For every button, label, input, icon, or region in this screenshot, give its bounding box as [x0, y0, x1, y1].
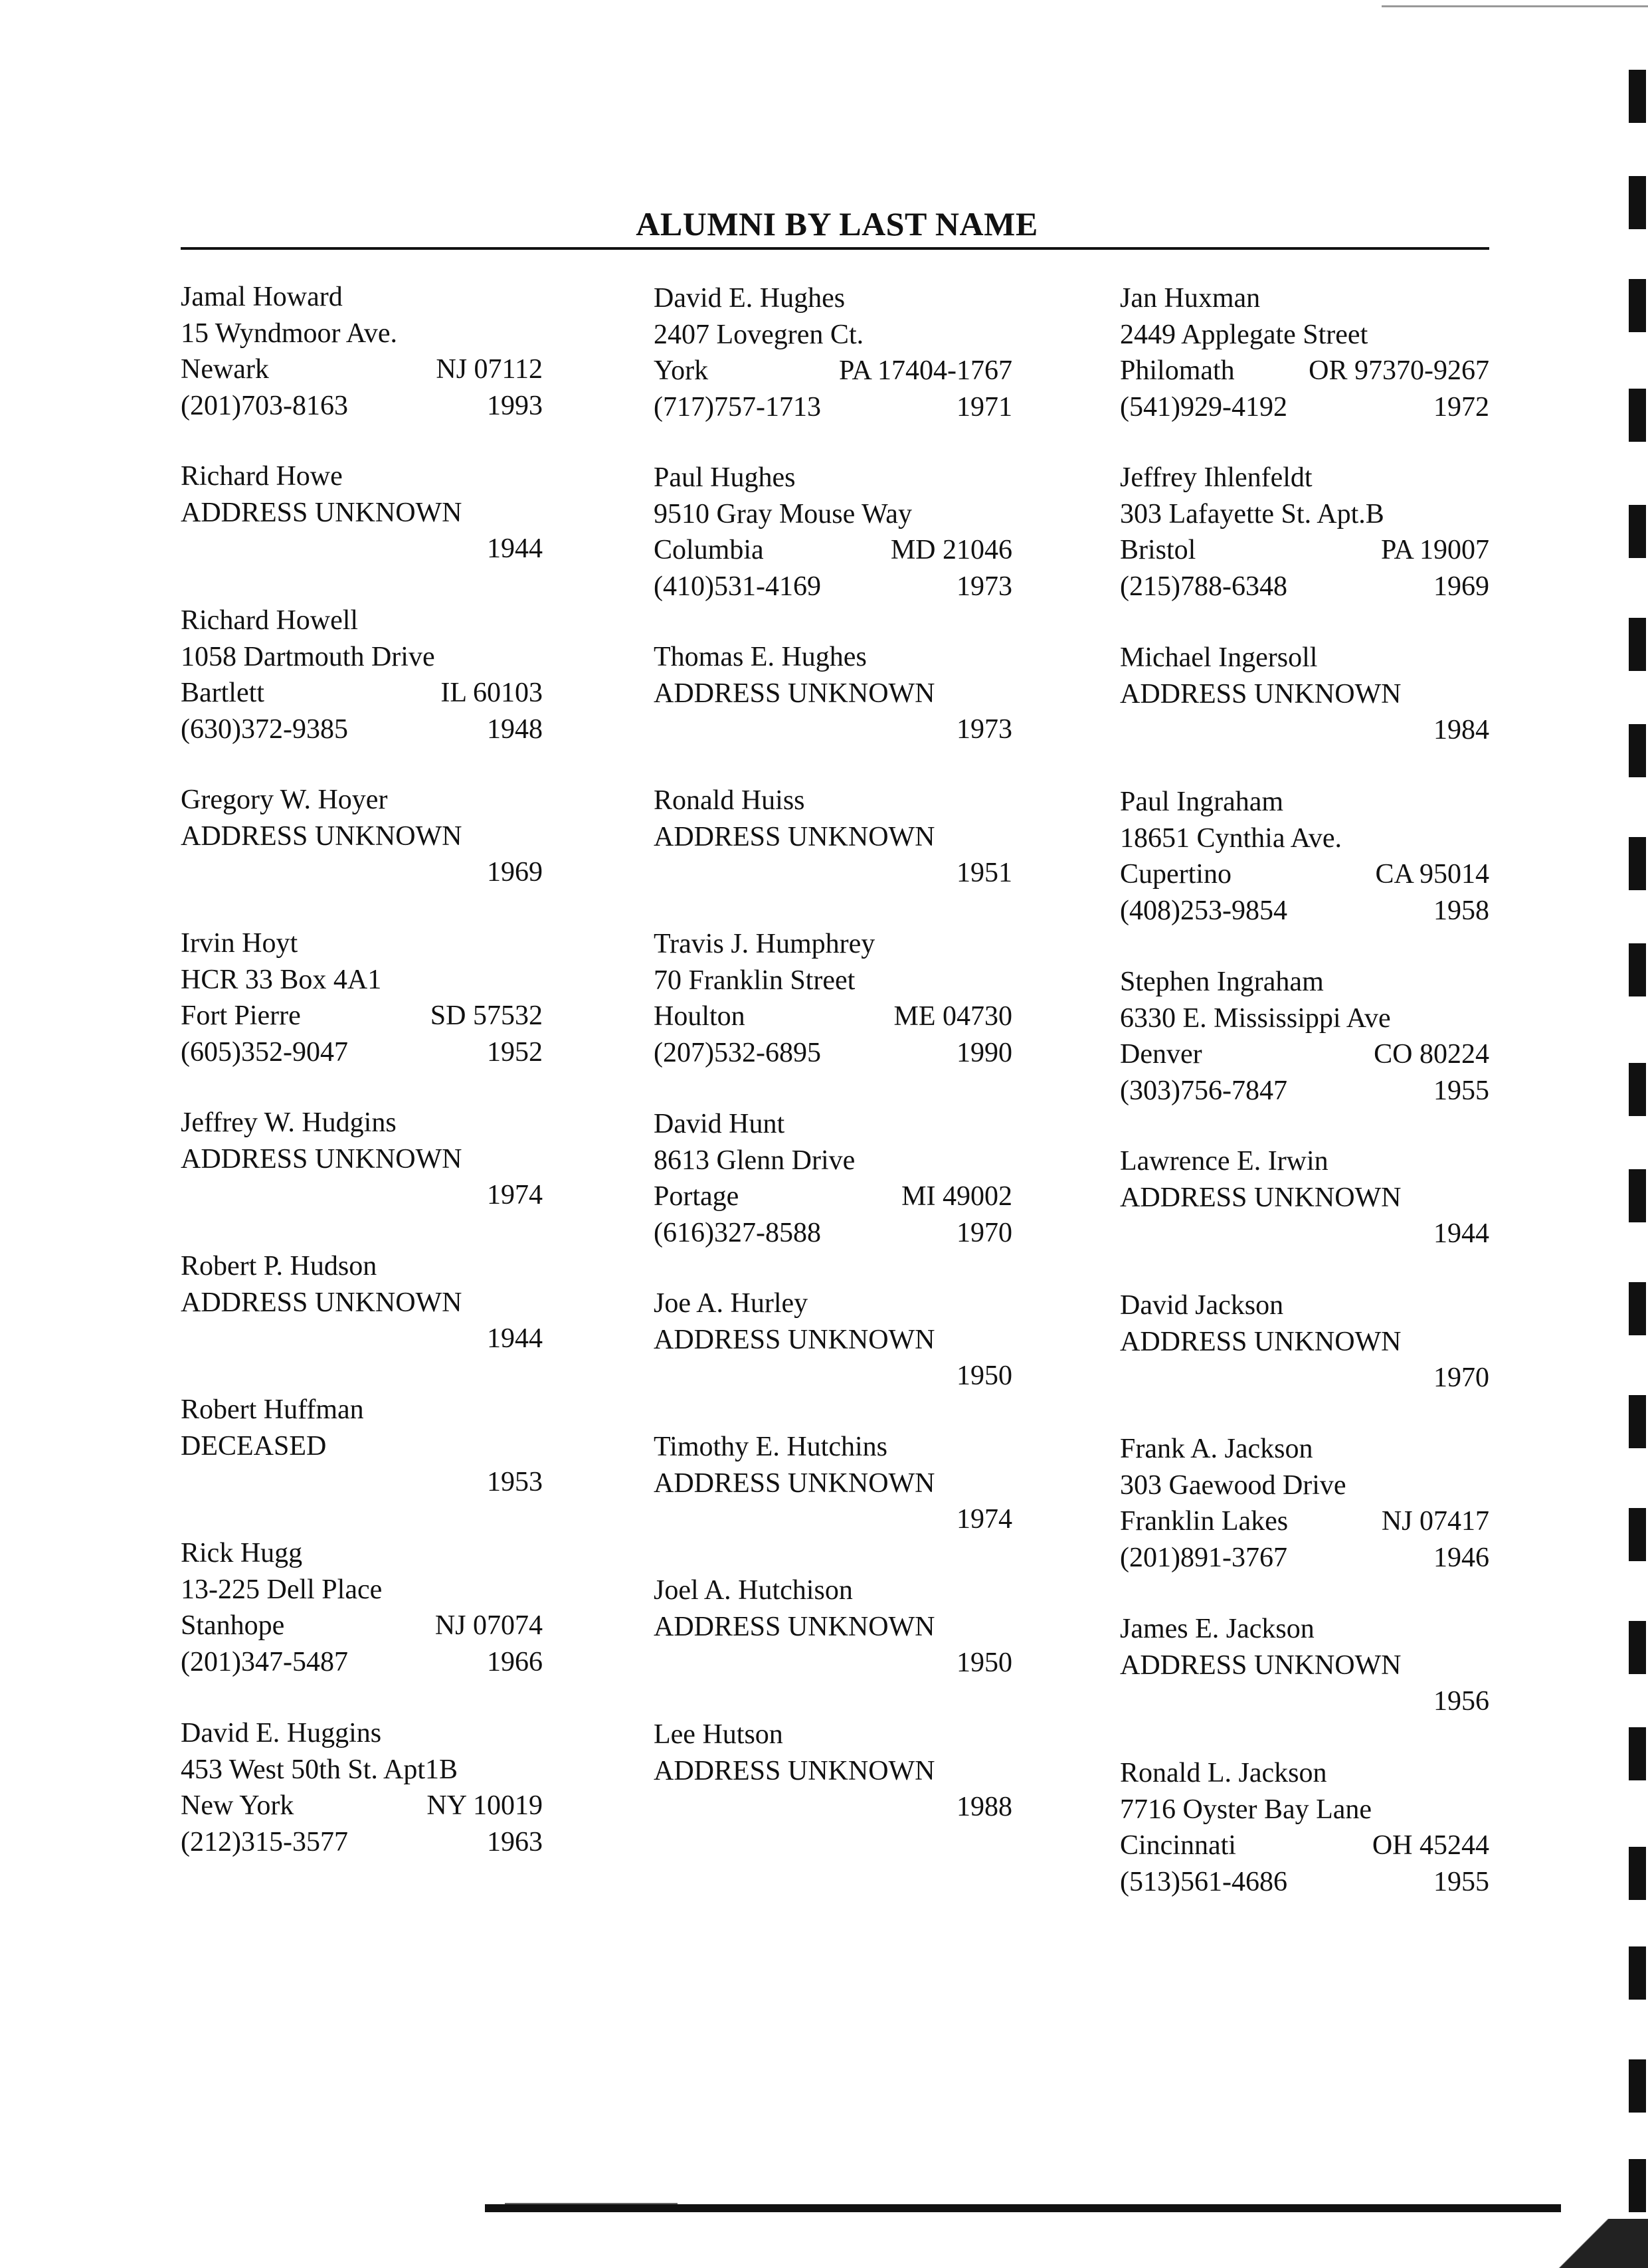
- alumni-city-state-zip: [654, 532, 1012, 569]
- alumni-phone: (408)253-9854: [1120, 895, 1287, 926]
- binding-mark: [1629, 1847, 1646, 1900]
- alumni-class-year: 1971: [957, 391, 1012, 423]
- alumni-address: [1120, 1180, 1489, 1216]
- alumni-address: [181, 1752, 543, 1788]
- alumni-entry: [654, 926, 1012, 1071]
- alumni-name: [1120, 1755, 1489, 1792]
- alumni-name: [181, 279, 543, 316]
- alumni-name: [654, 926, 1012, 963]
- alumni-name-text: Frank A. Jackson: [1120, 1434, 1313, 1464]
- alumni-entry: [654, 1285, 1012, 1394]
- alumni-name: [654, 460, 1012, 496]
- alumni-phone: (717)757-1713: [654, 391, 821, 423]
- alumni-address: [1120, 1467, 1489, 1504]
- alumni-name-text: Lawrence E. Irwin: [1120, 1146, 1328, 1177]
- alumni-name: [1120, 280, 1489, 317]
- alumni-class-year: 1988: [957, 1792, 1012, 1822]
- alumni-phone-year: [654, 711, 1012, 748]
- alumni-phone-year: [654, 855, 1012, 892]
- binding-mark: [1629, 1727, 1646, 1780]
- alumni-class-year: 1973: [957, 714, 1012, 745]
- binding-mark: [1629, 1946, 1646, 2000]
- alumni-entry: [181, 1248, 543, 1357]
- alumni-state-zip: NJ 07074: [434, 1610, 543, 1641]
- alumni-name-text: Irvin Hoyt: [181, 928, 298, 959]
- alumni-address-text: ADDRESS UNKNOWN: [654, 821, 935, 852]
- alumni-entry: [181, 603, 543, 747]
- alumni-name-text: Robert P. Hudson: [181, 1251, 377, 1281]
- alumni-name: [654, 1106, 1012, 1143]
- alumni-phone-year: [1120, 1540, 1489, 1576]
- alumni-address-text: ADDRESS UNKNOWN: [654, 1611, 935, 1642]
- alumni-state-zip: IL 60103: [440, 678, 543, 708]
- alumni-address-text: ADDRESS UNKNOWN: [1120, 1182, 1402, 1213]
- alumni-address: [181, 1141, 543, 1178]
- alumni-entry: [1120, 1611, 1489, 1720]
- alumni-entry: [654, 1106, 1012, 1251]
- alumni-city-state-zip: [181, 675, 543, 711]
- alumni-address: [181, 962, 543, 998]
- alumni-phone-year: [1120, 569, 1489, 605]
- alumni-name: [181, 603, 543, 639]
- binding-mark: [1629, 2159, 1646, 2212]
- alumni-name-text: Timothy E. Hutchins: [654, 1432, 887, 1462]
- alumni-name-text: Lee Hutson: [654, 1719, 783, 1750]
- alumni-address: [1120, 496, 1489, 533]
- alumni-entry: [1120, 964, 1489, 1109]
- alumni-city: Stanhope: [181, 1610, 285, 1641]
- alumni-address-text: ADDRESS UNKNOWN: [654, 678, 935, 709]
- alumni-city: Philomath: [1120, 355, 1235, 386]
- alumni-name: [654, 1429, 1012, 1465]
- alumni-address: [1120, 676, 1489, 713]
- alumni-entry: [654, 1572, 1012, 1681]
- alumni-entry: [181, 1392, 543, 1501]
- binding-mark: [1629, 176, 1646, 229]
- alumni-class-year: 1953: [487, 1467, 543, 1497]
- alumni-address-text: ADDRESS UNKNOWN: [1120, 1326, 1402, 1357]
- alumni-address: [654, 1143, 1012, 1179]
- alumni-entry: [654, 783, 1012, 892]
- alumni-class-year: 1974: [957, 1504, 1012, 1535]
- alumni-class-year: 1963: [487, 1826, 543, 1857]
- alumni-name-text: Jeffrey Ihlenfeldt: [1120, 462, 1313, 493]
- alumni-name-text: Thomas E. Hughes: [654, 642, 867, 672]
- alumni-address-text: 9510 Gray Mouse Way: [654, 498, 912, 529]
- alumni-name-text: Gregory W. Hoyer: [181, 785, 388, 815]
- alumni-class-year: 1944: [487, 533, 543, 564]
- alumni-name: [181, 1392, 543, 1428]
- alumni-city: Cincinnati: [1120, 1830, 1236, 1861]
- alumni-name-text: James E. Jackson: [1120, 1614, 1315, 1644]
- alumni-phone-year: [181, 1321, 543, 1357]
- alumni-address-text: DECEASED: [181, 1430, 327, 1462]
- alumni-class-year: 1951: [957, 858, 1012, 888]
- alumni-state-zip: NY 10019: [426, 1790, 543, 1821]
- alumni-phone-year: [654, 1358, 1012, 1394]
- alumni-phone: (215)788-6348: [1120, 571, 1287, 602]
- alumni-name-text: Jan Huxman: [1120, 283, 1261, 314]
- binding-mark: [1629, 724, 1646, 777]
- alumni-class-year: 1950: [957, 1361, 1012, 1391]
- alumni-phone-year: [181, 1824, 543, 1861]
- alumni-address-text: 2407 Lovegren Ct.: [654, 319, 864, 350]
- alumni-phone: (410)531-4169: [654, 571, 821, 602]
- alumni-address: [181, 316, 543, 352]
- alumni-name: [181, 458, 543, 495]
- binding-mark: [1629, 279, 1646, 332]
- binding-mark: [1629, 943, 1646, 996]
- alumni-address: [1120, 1000, 1489, 1037]
- alumni-class-year: 1969: [487, 857, 543, 888]
- alumni-name: [654, 280, 1012, 317]
- alumni-state-zip: CO 80224: [1374, 1039, 1489, 1070]
- alumni-state-zip: PA 17404-1767: [838, 355, 1012, 386]
- alumni-name-text: Robert Huffman: [181, 1394, 364, 1425]
- alumni-entry: [654, 1429, 1012, 1538]
- alumni-address: [654, 496, 1012, 533]
- alumni-name: [654, 1285, 1012, 1322]
- alumni-address: [654, 1753, 1012, 1790]
- binding-mark: [1629, 505, 1646, 558]
- alumni-entry: [1120, 784, 1489, 929]
- alumni-state-zip: NJ 07112: [436, 354, 543, 385]
- alumni-state-zip: OH 45244: [1372, 1830, 1489, 1861]
- alumni-entry: [1120, 460, 1489, 605]
- alumni-address-text: 453 West 50th St. Apt1B: [181, 1754, 458, 1785]
- alumni-name: [654, 1572, 1012, 1609]
- alumni-address-text: ADDRESS UNKNOWN: [654, 1755, 935, 1786]
- alumni-address-text: ADDRESS UNKNOWN: [181, 497, 462, 528]
- scan-edge-corner: [1548, 2219, 1648, 2268]
- alumni-phone-year: [181, 1177, 543, 1214]
- alumni-name: [654, 639, 1012, 676]
- alumni-address: [181, 495, 543, 531]
- alumni-phone-year: [181, 531, 543, 567]
- alumni-phone: (303)756-7847: [1120, 1075, 1287, 1106]
- alumni-phone-year: [654, 1215, 1012, 1252]
- alumni-address-text: ADDRESS UNKNOWN: [181, 1287, 462, 1318]
- alumni-address-text: ADDRESS UNKNOWN: [1120, 678, 1402, 709]
- alumni-name: [181, 925, 543, 962]
- alumni-city: Portage: [654, 1181, 739, 1212]
- binding-mark: [1629, 1508, 1646, 1561]
- alumni-phone-year: [1120, 893, 1489, 929]
- alumni-phone-year: [1120, 1683, 1489, 1720]
- alumni-address-text: ADDRESS UNKNOWN: [654, 1467, 935, 1499]
- alumni-phone: (513)561-4686: [1120, 1866, 1287, 1897]
- alumni-address: [1120, 1648, 1489, 1684]
- alumni-name: [1120, 1143, 1489, 1180]
- alumni-address: [654, 1609, 1012, 1646]
- alumni-entry: [654, 280, 1012, 425]
- alumni-entry: [1120, 1431, 1489, 1576]
- alumni-class-year: 1993: [487, 390, 543, 421]
- alumni-address-text: 6330 E. Mississippi Ave: [1120, 1002, 1391, 1034]
- alumni-name-text: Jeffrey W. Hudgins: [181, 1107, 397, 1138]
- alumni-phone: (212)315-3577: [181, 1826, 348, 1857]
- alumni-city-state-zip: [181, 1788, 543, 1824]
- alumni-state-zip: ME 04730: [893, 1001, 1012, 1032]
- alumni-class-year: 1948: [487, 713, 543, 745]
- alumni-city: Bristol: [1120, 535, 1196, 565]
- alumni-name: [1120, 460, 1489, 496]
- alumni-phone-year: [1120, 1073, 1489, 1109]
- alumni-entry: [181, 279, 543, 424]
- alumni-phone-year: [654, 1035, 1012, 1072]
- alumni-phone: (201)891-3767: [1120, 1542, 1287, 1573]
- alumni-address: [181, 1572, 543, 1608]
- binding-mark: [1629, 618, 1646, 671]
- alumni-name: [1120, 964, 1489, 1000]
- alumni-city: Denver: [1120, 1039, 1202, 1070]
- alumni-city: Houlton: [654, 1001, 745, 1032]
- alumni-entry: [654, 1717, 1012, 1826]
- alumni-phone: (616)327-8588: [654, 1217, 821, 1248]
- alumni-class-year: 1955: [1433, 1075, 1489, 1106]
- alumni-name-text: Ronald L. Jackson: [1120, 1758, 1327, 1788]
- alumni-address-text: 15 Wyndmoor Ave.: [181, 318, 398, 349]
- alumni-phone-year: [181, 1644, 543, 1681]
- alumni-city-state-zip: [1120, 353, 1489, 389]
- alumni-address-text: 13-225 Dell Place: [181, 1574, 383, 1605]
- alumni-phone-year: [654, 1789, 1012, 1826]
- alumni-city: Cupertino: [1120, 859, 1232, 890]
- alumni-name: [1120, 784, 1489, 820]
- alumni-phone: (201)347-5487: [181, 1646, 348, 1677]
- alumni-state-zip: MI 49002: [901, 1181, 1012, 1212]
- alumni-name-text: Travis J. Humphrey: [654, 929, 875, 959]
- alumni-phone-year: [654, 1501, 1012, 1538]
- alumni-city-state-zip: [181, 998, 543, 1034]
- alumni-phone-year: [181, 1464, 543, 1501]
- alumni-entry: [181, 458, 543, 567]
- alumni-name-text: David E. Huggins: [181, 1718, 382, 1748]
- alumni-state-zip: OR 97370-9267: [1309, 355, 1489, 386]
- alumni-entry: [1120, 280, 1489, 425]
- alumni-class-year: 1944: [1433, 1218, 1489, 1249]
- alumni-state-zip: CA 95014: [1375, 859, 1489, 890]
- binding-mark: [1629, 1063, 1646, 1116]
- alumni-name-text: Jamal Howard: [181, 282, 343, 312]
- alumni-city-state-zip: [1120, 1036, 1489, 1073]
- alumni-city-state-zip: [1120, 1503, 1489, 1540]
- alumni-name-text: Joe A. Hurley: [654, 1288, 808, 1319]
- alumni-city-state-zip: [1120, 1828, 1489, 1864]
- alumni-name: [181, 1715, 543, 1752]
- alumni-name-text: Rick Hugg: [181, 1538, 303, 1568]
- alumni-address-text: 303 Gaewood Drive: [1120, 1469, 1346, 1501]
- alumni-city-state-zip: [181, 1608, 543, 1644]
- alumni-class-year: 1958: [1433, 895, 1489, 926]
- alumni-class-year: 1970: [1433, 1363, 1489, 1393]
- alumni-name-text: Richard Howe: [181, 461, 343, 492]
- alumni-name: [1120, 1431, 1489, 1467]
- alumni-class-year: 1990: [957, 1037, 1012, 1068]
- alumni-phone-year: [654, 569, 1012, 605]
- alumni-address: [1120, 820, 1489, 857]
- alumni-class-year: 1955: [1433, 1866, 1489, 1897]
- alumni-city-state-zip: [654, 998, 1012, 1035]
- alumni-name-text: Paul Hughes: [654, 462, 796, 493]
- alumni-name-text: Michael Ingersoll: [1120, 642, 1318, 673]
- alumni-name: [181, 1535, 543, 1572]
- alumni-phone: (201)703-8163: [181, 390, 348, 421]
- alumni-phone: (541)929-4192: [1120, 391, 1287, 423]
- alumni-phone-year: [654, 1645, 1012, 1681]
- alumni-address-text: 303 Lafayette St. Apt.B: [1120, 498, 1384, 529]
- alumni-address: [181, 818, 543, 855]
- alumni-city-state-zip: [1120, 532, 1489, 569]
- alumni-name: [1120, 640, 1489, 676]
- alumni-address: [654, 1322, 1012, 1359]
- alumni-phone-year: [181, 854, 543, 891]
- page-title: ALUMNI BY LAST NAME: [636, 205, 1038, 242]
- alumni-phone-year: [654, 389, 1012, 426]
- alumni-entry: [181, 1105, 543, 1214]
- alumni-class-year: 1966: [487, 1646, 543, 1677]
- alumni-address: [654, 676, 1012, 712]
- alumni-address-text: ADDRESS UNKNOWN: [1120, 1650, 1402, 1681]
- scan-edge-bottom: [485, 2204, 1561, 2212]
- alumni-class-year: 1944: [487, 1323, 543, 1354]
- alumni-entry: [654, 460, 1012, 605]
- alumni-phone-year: [181, 1034, 543, 1071]
- alumni-address: [654, 1465, 1012, 1502]
- alumni-address-text: HCR 33 Box 4A1: [181, 964, 382, 995]
- alumni-name-text: Ronald Huiss: [654, 785, 805, 816]
- alumni-address-text: 70 Franklin Street: [654, 965, 856, 996]
- alumni-phone-year: [181, 388, 543, 425]
- alumni-state-zip: MD 21046: [890, 535, 1012, 565]
- alumni-city-state-zip: [654, 353, 1012, 389]
- alumni-address: [1120, 1792, 1489, 1828]
- alumni-city-state-zip: [181, 351, 543, 388]
- alumni-class-year: 1956: [1433, 1686, 1489, 1717]
- alumni-name: [181, 1248, 543, 1285]
- alumni-address: [654, 317, 1012, 353]
- alumni-name: [654, 783, 1012, 819]
- alumni-name-text: Richard Howell: [181, 605, 359, 636]
- alumni-class-year: 1969: [1433, 571, 1489, 602]
- alumni-address-text: 18651 Cynthia Ave.: [1120, 822, 1342, 854]
- binding-mark: [1629, 1621, 1646, 1674]
- alumni-city: Bartlett: [181, 678, 264, 708]
- alumni-class-year: 1972: [1433, 391, 1489, 423]
- alumni-address-text: 1058 Dartmouth Drive: [181, 641, 435, 672]
- alumni-entry: [1120, 1143, 1489, 1252]
- alumni-entry: [1120, 1755, 1489, 1900]
- alumni-class-year: 1974: [487, 1180, 543, 1210]
- alumni-name-text: David Hunt: [654, 1109, 785, 1139]
- alumni-phone: (605)352-9047: [181, 1036, 348, 1068]
- alumni-state-zip: PA 19007: [1380, 535, 1489, 565]
- binding-mark: [1629, 389, 1646, 442]
- alumni-address-text: 7716 Oyster Bay Lane: [1120, 1794, 1372, 1825]
- alumni-name: [1120, 1611, 1489, 1648]
- binding-mark: [1629, 1282, 1646, 1335]
- alumni-address: [181, 639, 543, 676]
- title-underline: [181, 247, 1489, 250]
- alumni-city: York: [654, 355, 709, 386]
- alumni-phone-year: [1120, 1360, 1489, 1396]
- alumni-class-year: 1973: [957, 571, 1012, 602]
- alumni-city-state-zip: [654, 1179, 1012, 1215]
- alumni-address-text: 8613 Glenn Drive: [654, 1145, 856, 1176]
- alumni-address: [654, 963, 1012, 999]
- alumni-entry: [1120, 1287, 1489, 1396]
- alumni-name-text: David Jackson: [1120, 1290, 1284, 1321]
- alumni-entry: [181, 925, 543, 1070]
- binding-mark: [1629, 2059, 1646, 2113]
- alumni-address-text: ADDRESS UNKNOWN: [181, 1143, 462, 1175]
- alumni-address: [1120, 317, 1489, 353]
- alumni-class-year: 1984: [1433, 715, 1489, 745]
- alumni-address-text: 2449 Applegate Street: [1120, 319, 1368, 350]
- alumni-address-text: ADDRESS UNKNOWN: [654, 1324, 935, 1355]
- alumni-state-zip: NJ 07417: [1381, 1506, 1489, 1537]
- alumni-address: [181, 1285, 543, 1321]
- scan-edge-top: [1382, 5, 1648, 7]
- binding-mark: [1629, 1169, 1646, 1222]
- binding-mark: [1629, 1395, 1646, 1448]
- binding-mark: [1629, 70, 1646, 123]
- alumni-name: [181, 1105, 543, 1141]
- alumni-city: Columbia: [654, 535, 764, 565]
- alumni-city: Newark: [181, 354, 269, 385]
- alumni-address-text: ADDRESS UNKNOWN: [181, 820, 462, 852]
- alumni-class-year: 1946: [1433, 1542, 1489, 1573]
- alumni-phone-year: [1120, 1216, 1489, 1252]
- alumni-phone: (207)532-6895: [654, 1037, 821, 1068]
- alumni-entry: [181, 1535, 543, 1680]
- alumni-phone: (630)372-9385: [181, 713, 348, 745]
- alumni-address: [654, 819, 1012, 856]
- alumni-phone-year: [1120, 389, 1489, 426]
- alumni-class-year: 1952: [487, 1036, 543, 1068]
- alumni-phone-year: [1120, 712, 1489, 749]
- alumni-city: New York: [181, 1790, 294, 1821]
- alumni-entry: [181, 782, 543, 891]
- alumni-class-year: 1970: [957, 1217, 1012, 1248]
- alumni-name-text: Paul Ingraham: [1120, 787, 1284, 817]
- alumni-phone-year: [181, 711, 543, 748]
- alumni-class-year: 1950: [957, 1648, 1012, 1678]
- alumni-city-state-zip: [1120, 856, 1489, 893]
- alumni-name-text: Stephen Ingraham: [1120, 967, 1324, 997]
- alumni-city: Fort Pierre: [181, 1000, 301, 1031]
- alumni-state-zip: SD 57532: [430, 1000, 543, 1031]
- alumni-entry: [181, 1715, 543, 1860]
- alumni-entry: [654, 639, 1012, 748]
- alumni-entry: [1120, 640, 1489, 749]
- alumni-name: [181, 782, 543, 818]
- alumni-name: [654, 1717, 1012, 1753]
- alumni-address: [1120, 1324, 1489, 1361]
- alumni-phone-year: [1120, 1864, 1489, 1901]
- alumni-name-text: Joel A. Hutchison: [654, 1575, 853, 1606]
- alumni-city: Franklin Lakes: [1120, 1506, 1289, 1537]
- binding-mark: [1629, 837, 1646, 890]
- alumni-name-text: David E. Hughes: [654, 283, 846, 314]
- alumni-name: [1120, 1287, 1489, 1324]
- alumni-address: [181, 1428, 543, 1465]
